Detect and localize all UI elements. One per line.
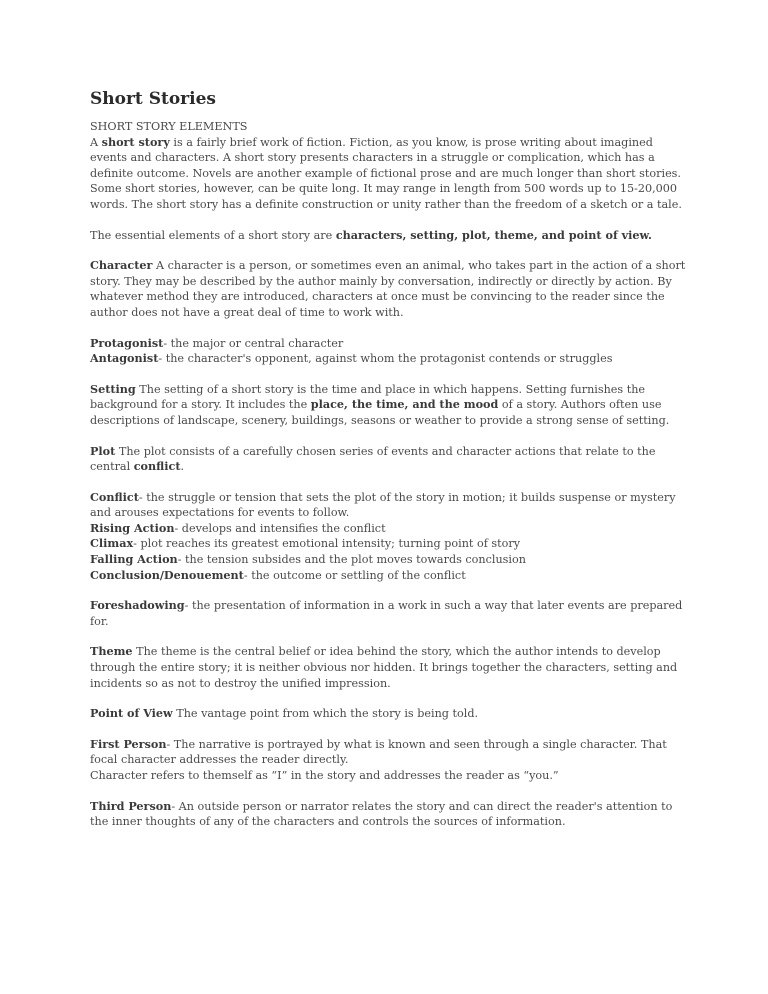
conflict-key-word: conflict	[133, 459, 181, 474]
plot-structure-paragraph: Conflict- the struggle or tension that sets the plot of the story in motion; it builds suspense or mystery and arouses expectations for events to follow. Rising Action- develops and intensifies the conflict Climax- plot reaches its greatest emotional intensity; turning point of story Falling Action- the tension subsides and the plot moves towards conclusion Conclusion/Denouement- the outcome or settling of the conflict	[90, 489, 676, 582]
rising-action-term: Rising Action	[90, 520, 175, 535]
third-person-term: Third Person	[90, 798, 172, 813]
protagonist-term: Protagonist	[90, 335, 164, 350]
first-person-paragraph: First Person- The narrative is portrayed by what is known and seen through a single character. That focal character addresses the reader directly. Character refers to themself as “I” in the story and addresses the reader as “you.”	[90, 736, 667, 782]
setting-term: Setting	[90, 381, 136, 396]
climax-term: Climax	[90, 536, 134, 551]
point-of-view-paragraph: Point of View The vantage point from which the story is being told.	[90, 706, 479, 721]
setting-key-phrase: place, the time, and the mood	[310, 397, 499, 412]
short-story-term: short story	[101, 134, 170, 149]
plot-paragraph: Plot The plot consists of a carefully chosen series of events and character actions that relate to the central conflict.	[90, 443, 656, 474]
essential-elements-terms: characters, setting, plot, theme, and point of view.	[335, 227, 652, 242]
third-person-paragraph: Third Person- An outside person or narrator relates the story and can direct the reader's attention to the inner thoughts of any of the characters and controls the sources of information.	[90, 798, 673, 829]
intro-paragraph: SHORT STORY ELEMENTS A short story is a fairly brief work of fiction. Fiction, as you know, is prose writing about imagined events and characters. A short story presents characters in a struggle or complication, which has a definite outcome. Novels are another example of fictional prose and are much longer than short stories. Some short stories, however, can be quite long. It may range in length from 500 words up to 15-20,000 words. The short story has a definite construction or unity rather than the freedom of a sketch or a tale.	[90, 120, 682, 211]
first-person-term: First Person	[90, 736, 167, 751]
foreshadowing-term: Foreshadowing	[90, 598, 185, 613]
character-paragraph: Character A character is a person, or sometimes even an animal, who takes part in the action of a short story. They may be described by the author mainly by conversation, indirectly or directly by action. By whatever method they are introduced, characters at once must be convincing to the reader since the author does not have a great deal of time to work with.	[90, 258, 686, 319]
character-types-paragraph: Protagonist- the major or central character Antagonist- the character's opponent, against whom the protagonist contends or struggles	[90, 335, 613, 366]
character-term: Character	[90, 258, 153, 273]
setting-paragraph: Setting The setting of a short story is the time and place in which happens. Setting furnishes the background for a story. It includes the place, the time, and the mood of a story. Authors often use descriptions of landscape, scenery, buildings, seasons or weather to provide a strong sense of setting.	[90, 381, 670, 427]
page-title: Short Stories	[90, 89, 216, 109]
point-of-view-term: Point of View	[90, 706, 173, 721]
theme-paragraph: Theme The theme is the central belief or idea behind the story, which the author intends to develop through the entire story; it is neither obvious nor hidden. It brings together the characters, setting and incidents so as not to destroy the unified impression.	[90, 644, 678, 690]
foreshadowing-paragraph: Foreshadowing- the presentation of information in a work in such a way that later events are prepared for.	[90, 598, 683, 628]
conclusion-term: Conclusion/Denouement	[90, 567, 244, 582]
antagonist-term: Antagonist	[90, 351, 159, 366]
elements-heading: SHORT STORY ELEMENTS	[90, 120, 248, 133]
essential-elements-paragraph: The essential elements of a short story are characters, setting, plot, theme, and point of view.	[90, 227, 652, 242]
plot-term: Plot	[90, 443, 116, 458]
falling-action-term: Falling Action	[90, 552, 178, 567]
conflict-term: Conflict	[90, 489, 139, 504]
theme-term: Theme	[90, 644, 133, 659]
